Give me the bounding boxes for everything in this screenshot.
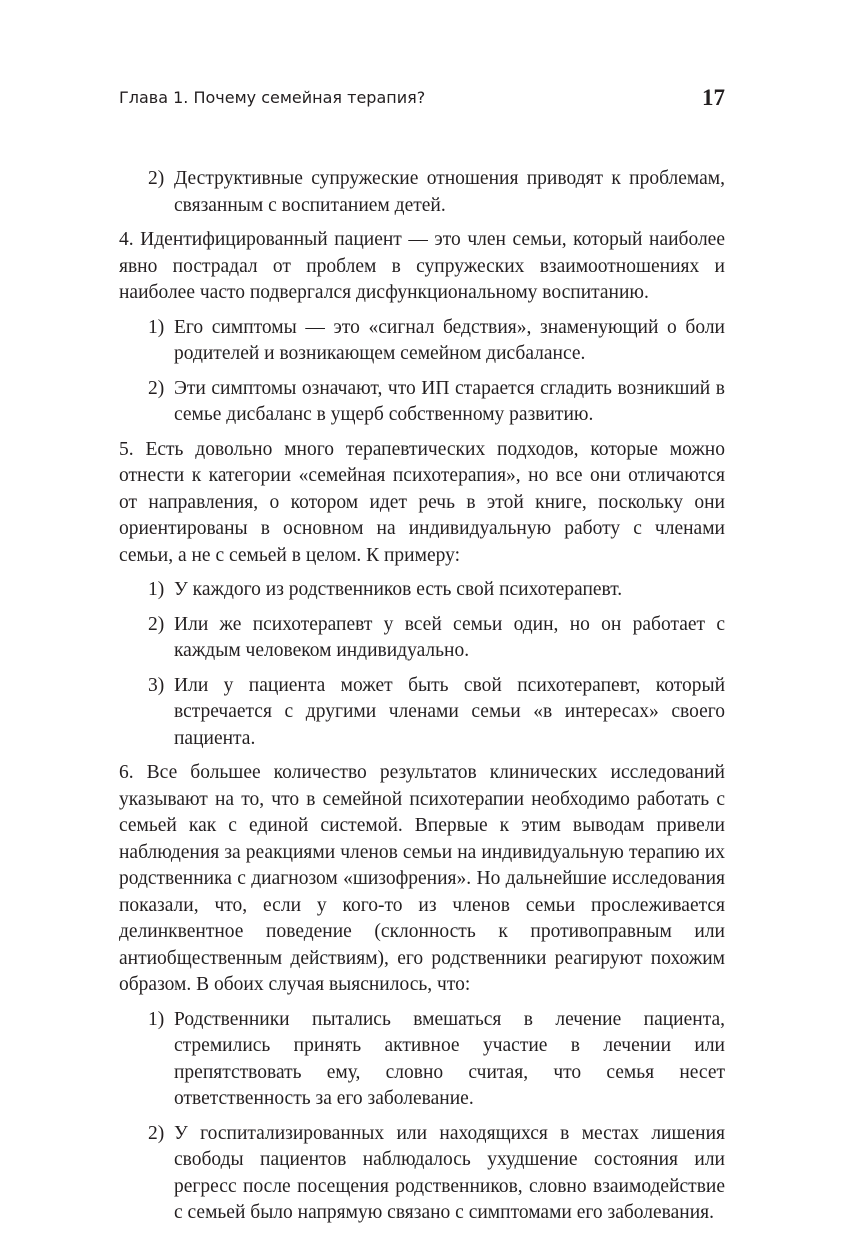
list-item <box>119 577 725 604</box>
list-item-number: 2) <box>148 1122 165 1144</box>
paragraph: 4. Идентифицированный пациент — это член семьи, который наиболее явно пострадал от проблем в супружеских взаимоотношениях и наиболее часто подвергался дисфункциональному воспитанию. <box>119 229 725 303</box>
list-item-number: 2) <box>148 377 165 399</box>
list-item-text: Родственники пытались вмешаться в лечение пациента, стремились принять активное участие в лечении или препятствовать ему, словно считая, что семья несет ответственность за его заболевание. <box>174 1008 725 1109</box>
list-item <box>119 315 725 368</box>
list-item <box>119 1007 725 1113</box>
list-item-text: Эти симптомы означают, что ИП старается сгладить возникший в семье дисбаланс в ущерб собственному развитию. <box>174 377 725 425</box>
list-item-text: Или у пациента может быть свой психотерапевт, который встречается с другими членами семьи «в интересах» своего пациента. <box>174 674 725 749</box>
list-item-number: 1) <box>148 1008 165 1030</box>
list-item-number: 2) <box>148 168 165 189</box>
list-item-number: 3) <box>148 674 165 696</box>
page-body <box>119 166 725 1235</box>
list-item-text: У каждого из родственников есть свой психотерапевт. <box>174 579 623 600</box>
list-item-text: У госпитализированных или находящихся в местах лишения свободы пациентов наблюдалось ухудшение состояния или регресс после посещения родственников, словно взаимодействие с семьей было напрямую связано с симптомами его заболевания. <box>174 1122 725 1223</box>
running-header <box>119 85 725 112</box>
list-item-number: 1) <box>148 316 165 338</box>
list-item-text: Его симптомы — это «сигнал бедствия», знаменующий о боли родителей и возникающем семейном дисбалансе. <box>174 316 725 364</box>
list-item <box>119 612 725 665</box>
paragraph: 5. Есть довольно много терапевтических подходов, которые можно отнести к категории «семейная психотерапия», но все они отличаются от направления, о котором идет речь в этой книге, поскольку они ориентированы в основном на индивидуальную работу с членами семьи, а не с семьей в целом. К примеру: <box>119 438 725 566</box>
list-item <box>119 673 725 753</box>
list-item <box>119 376 725 429</box>
list-item <box>119 166 725 219</box>
page-number: 17 <box>702 85 725 110</box>
list-item <box>119 1121 725 1227</box>
paragraph: 6. Все большее количество результатов клинических исследований указывают на то, что в семейной психотерапии необходимо работать с семьей как с единой системой. Впервые к этим выводам привели наблюдения за реакциями членов семьи на индивидуальную терапию их родственника с диагнозом «шизофрения». Но дальнейшие исследования показали, что, если у кого-то из членов семьи прослеживается делинквентное поведение (склонность к противоправным или антиобщественным действиям), его родственники реагируют похожим образом. В обоих случая выяснилось, что: <box>119 762 725 995</box>
list-item-number: 2) <box>148 613 165 635</box>
list-item-number: 1) <box>148 579 165 600</box>
chapter-title: Глава 1. Почему семейная терапия? <box>119 88 426 107</box>
list-item-text: Деструктивные супружеские отношения приводят к проблемам, связанным с воспитанием детей. <box>174 168 725 216</box>
list-item-text: Или же психотерапевт у всей семьи один, но он работает с каждым человеком индивидуально. <box>174 613 725 661</box>
